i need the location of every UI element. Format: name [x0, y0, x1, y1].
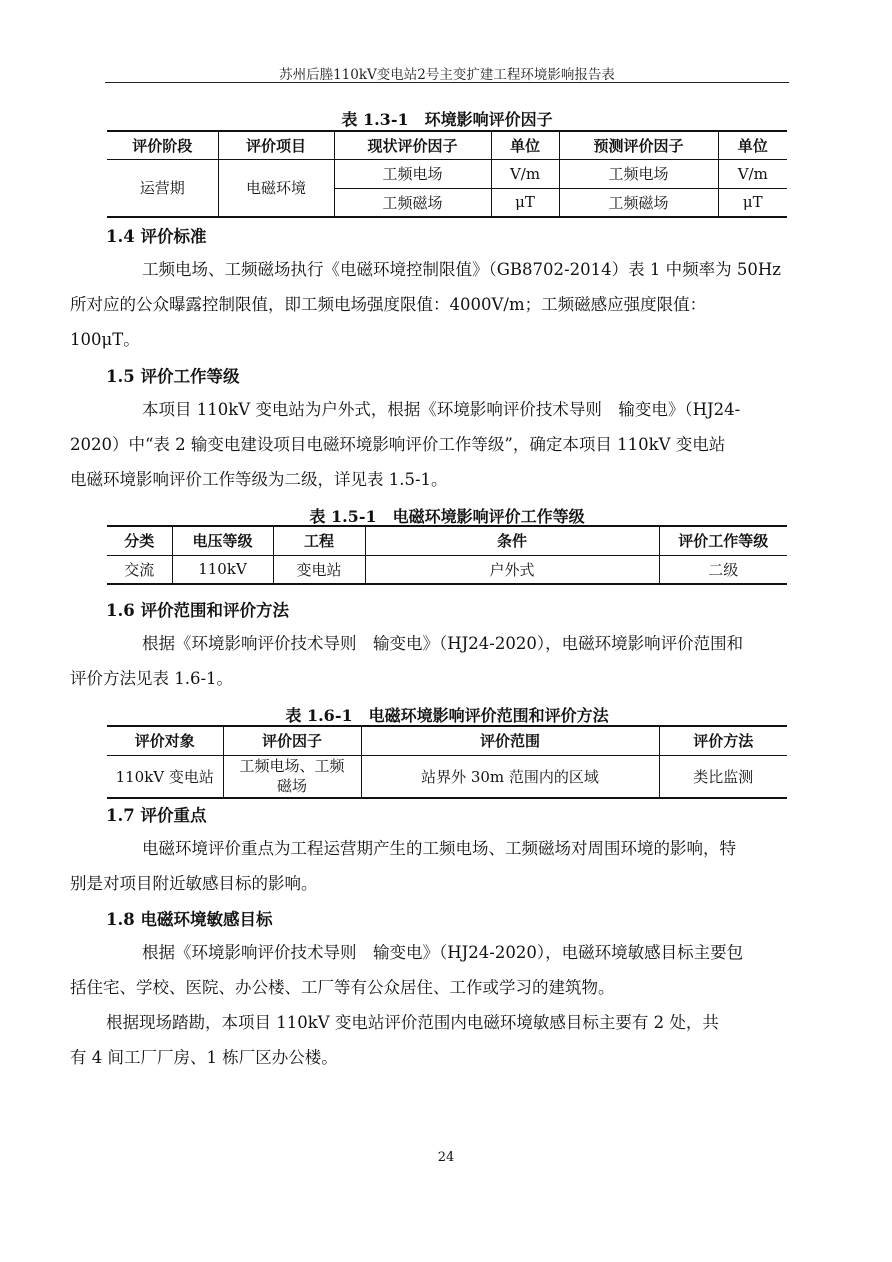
table-header-cell: 单位 — [491, 131, 559, 159]
table-1-6-1 — [107, 725, 787, 799]
table-cell: 运营期 — [139, 179, 185, 198]
text-line: 本项目 110kV 变电站为户外式，根据《环境影响评价技术导则 输变电》（HJ24- — [142, 400, 741, 419]
cell-line: 磁场 — [276, 777, 307, 796]
table-header-cell: 评价因子 — [223, 726, 361, 755]
table-cell: 工频磁场 — [334, 188, 491, 217]
table-header-cell: 单位 — [718, 131, 787, 159]
table-cell: 变电站 — [273, 555, 365, 584]
table-cell: 工频电场 — [334, 159, 491, 188]
table-row — [107, 755, 787, 798]
section-heading: 1.8 电磁环境敏感目标 — [106, 910, 273, 929]
text-line: 工频电场、工频磁场执行《电磁环境控制限值》（GB8702-2014）表 1 中频率为 50Hz — [142, 260, 781, 279]
table-cell: μT — [718, 188, 787, 217]
section-heading: 1.6 评价范围和评价方法 — [106, 601, 289, 620]
table-cell — [223, 755, 361, 798]
text-line: 电磁环境影响评价工作等级为二级，详见表 1.5-1。 — [70, 470, 448, 489]
table-header-cell: 工程 — [273, 526, 365, 555]
section-heading: 1.5 评价工作等级 — [106, 367, 240, 386]
text-line: 括住宅、学校、医院、办公楼、工厂等有公众居住、工作或学习的建筑物。 — [70, 978, 615, 997]
page-number: 24 — [437, 1150, 455, 1165]
table-header-cell: 电压等级 — [172, 526, 273, 555]
table-row — [107, 159, 787, 188]
table-header-cell: 评价范围 — [361, 726, 659, 755]
table-1-5-1 — [107, 525, 787, 585]
table-row — [107, 555, 787, 584]
table-header-cell: 条件 — [365, 526, 659, 555]
text-line: 电磁环境评价重点为工程运营期产生的工频电场、工频磁场对周围环境的影响，特 — [142, 839, 736, 858]
table-header-cell: 评价方法 — [659, 726, 787, 755]
table-1-5-1-caption: 表 1.5-1 电磁环境影响评价工作等级 — [309, 507, 585, 526]
text-line: 根据《环境影响评价技术导则 输变电》（HJ24-2020），电磁环境影响评价范围和 — [142, 634, 744, 653]
table-cell: 工频电场 — [559, 159, 718, 188]
text-line: 别是对项目附近敏感目标的影响。 — [70, 874, 318, 893]
cell-line: 工频电场、工频 — [239, 757, 345, 776]
text-line: 评价方法见表 1.6-1。 — [70, 669, 234, 688]
header-rule — [105, 82, 789, 83]
table-cell: 交流 — [124, 560, 155, 579]
table-header-cell: 分类 — [107, 526, 172, 555]
table-cell: 110kV 变电站 — [115, 767, 214, 786]
table-cell: 工频磁场 — [559, 188, 718, 217]
text-line: 2020）中“表 2 输变电建设项目电磁环境影响评价工作等级”，确定本项目 110kV 变电站 — [70, 435, 726, 454]
text-line: 所对应的公众曝露控制限值，即工频电场强度限值：4000V/m；工频磁感应强度限值： — [70, 295, 707, 314]
table-cell: 站界外 30m 范围内的区域 — [361, 755, 659, 798]
text-line: 根据《环境影响评价技术导则 输变电》（HJ24-2020），电磁环境敏感目标主要包 — [142, 943, 744, 962]
table-header-cell: 现状评价因子 — [334, 131, 491, 159]
paragraph — [70, 626, 788, 696]
table-1-3-1-caption: 表 1.3-1 环境影响评价因子 — [341, 110, 553, 129]
table-cell: μT — [491, 188, 559, 217]
text-line: 根据现场踏勘，本项目 110kV 变电站评价范围内电磁环境敏感目标主要有 2 处，共 — [106, 1013, 719, 1032]
table-header-cell: 评价对象 — [107, 726, 223, 755]
table-header-cell: 评价工作等级 — [659, 526, 787, 555]
table-header-cell: 评价项目 — [218, 131, 334, 159]
section-heading: 1.7 评价重点 — [106, 806, 207, 825]
table-header-cell: 预测评价因子 — [559, 131, 718, 159]
table-cell: 类比监测 — [659, 755, 787, 798]
table-cell: V/m — [491, 159, 559, 188]
table-cell: 二级 — [659, 555, 787, 584]
paragraph — [70, 392, 788, 497]
paragraph — [70, 935, 788, 1075]
table-cell: V/m — [718, 159, 787, 188]
table-1-6-1-caption: 表 1.6-1 电磁环境影响评价范围和评价方法 — [285, 706, 609, 725]
table-1-3-1 — [107, 130, 787, 218]
table-cell: 电磁环境 — [218, 159, 334, 217]
paragraph — [70, 252, 788, 357]
section-heading: 1.4 评价标准 — [106, 227, 207, 246]
text-line: 有 4 间工厂厂房、1 栋厂区办公楼。 — [70, 1048, 338, 1067]
table-cell: 110kV — [172, 555, 273, 584]
table-header-cell: 评价阶段 — [107, 131, 218, 159]
text-line: 100μT。 — [70, 330, 140, 349]
paragraph — [70, 831, 788, 901]
running-header: 苏州后塍110kV变电站2号主变扩建工程环境影响报告表 — [279, 67, 615, 83]
table-cell: 户外式 — [365, 555, 659, 584]
